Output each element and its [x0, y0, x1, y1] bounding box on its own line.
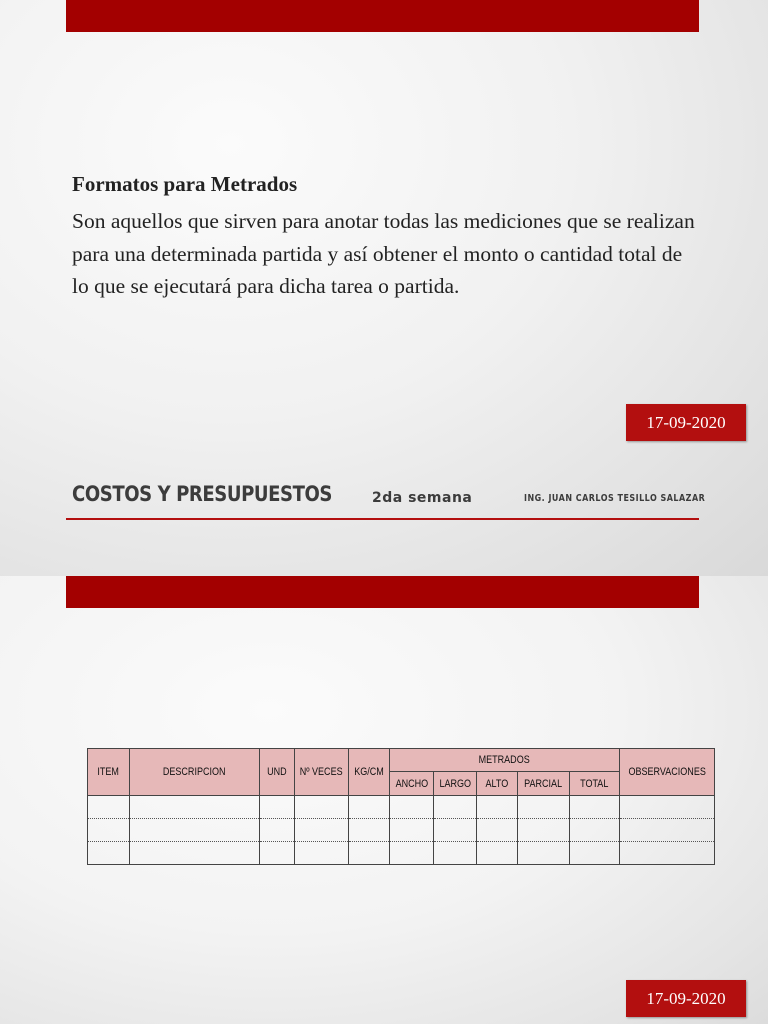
- col-header-parcial: PARCIAL: [518, 772, 570, 796]
- col-header-metrados: METRADOS: [390, 749, 620, 772]
- course-title: COSTOS Y PRESUPUESTOS: [72, 482, 333, 506]
- col-header-nveces: Nº VECES: [295, 749, 349, 796]
- col-header-largo: LARGO: [434, 772, 477, 796]
- col-header-und: UND: [260, 749, 295, 796]
- table-row: [88, 819, 715, 842]
- week-label: 2da semana: [372, 490, 473, 506]
- col-header-kgcm: KG/CM: [349, 749, 390, 796]
- col-header-descripcion: DESCRIPCION: [130, 749, 260, 796]
- col-header-item: ITEM: [88, 749, 130, 796]
- top-accent-bar: [66, 0, 699, 32]
- date-badge: 17-09-2020: [626, 404, 746, 441]
- table-row: [88, 796, 715, 819]
- slide-2: [0, 576, 768, 1024]
- top-accent-bar: [66, 576, 699, 608]
- col-header-total: TOTAL: [570, 772, 620, 796]
- footer-divider: [66, 518, 699, 520]
- slide-heading: Formatos para Metrados: [72, 172, 298, 196]
- col-header-observaciones: OBSERVACIONES: [620, 749, 715, 796]
- date-badge: 17-09-2020: [626, 980, 746, 1017]
- slide-paragraph: Son aquellos que sirven para anotar todas las mediciones que se realizan para una determinada partida y así obtener el monto o cantidad total de lo que se ejecutará para dicha tarea o partida.: [72, 209, 695, 298]
- metrados-format-table: [87, 748, 715, 865]
- table-row: [88, 842, 715, 865]
- author-label: ING. JUAN CARLOS TESILLO SALAZAR: [524, 493, 706, 504]
- col-header-alto: ALTO: [477, 772, 518, 796]
- col-header-ancho: ANCHO: [390, 772, 434, 796]
